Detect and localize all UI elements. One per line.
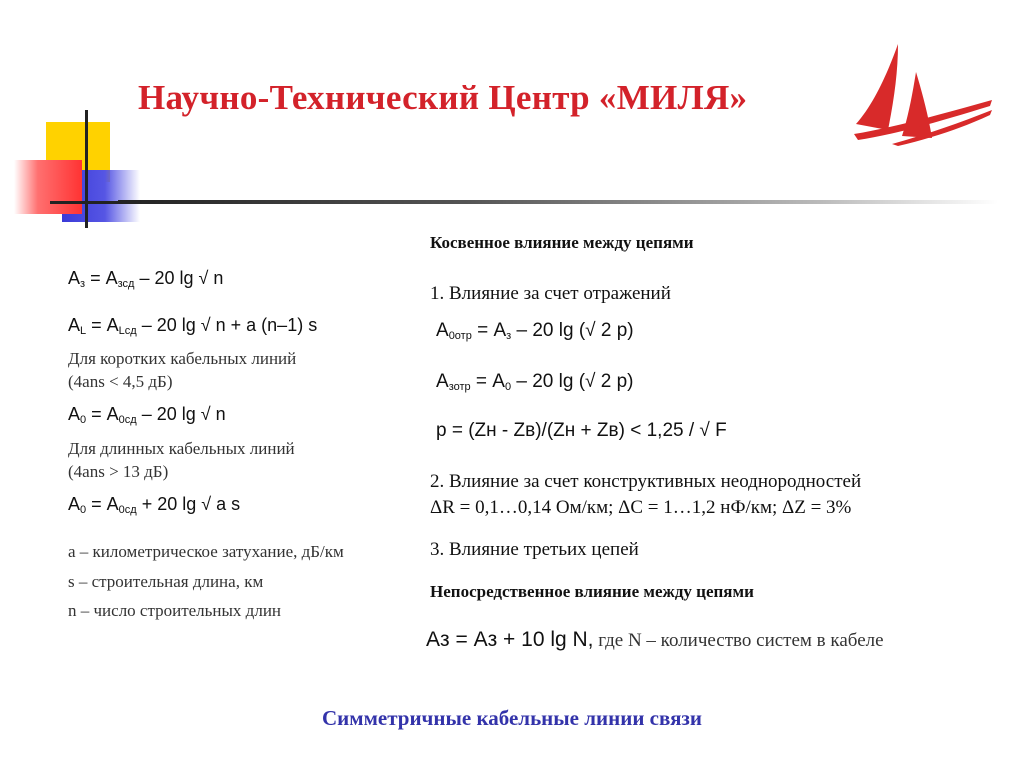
formula-azotr: $А_{зотр} = А_0 - 20$ lg (√ 2 p) bbox=[436, 371, 634, 393]
page-title: Научно-Технический Центр «МИЛЯ» bbox=[138, 78, 748, 117]
long-lines-label: Для длинных кабельных линий bbox=[68, 439, 295, 458]
definition-s: s – строительная длина, км bbox=[68, 572, 264, 591]
heading-direct-influence: Непосредственное влияние между цепями bbox=[430, 582, 754, 601]
item-third-circuits: 3. Влияние третьих цепей bbox=[430, 539, 639, 560]
red-square bbox=[14, 160, 82, 214]
logo-icon bbox=[852, 42, 997, 146]
definition-n: n – число строительных длин bbox=[68, 601, 282, 620]
definition-a: a – километрическое затухание, дБ/км bbox=[68, 542, 344, 561]
formula-a0-long: $А_0 = А_{0сд} + 20$ lg √ a s bbox=[68, 494, 241, 516]
item-inhomogeneities-values: ΔR = 0,1…0,14 Ом/км; ΔC = 1…1,2 нФ/км; ΔZ = 3% bbox=[430, 497, 852, 518]
heading-indirect-influence: Косвенное влияние между цепями bbox=[430, 233, 694, 252]
short-lines-condition: (4ans < 4,5 дБ) bbox=[68, 372, 173, 391]
item-inhomogeneities: 2. Влияние за счет конструктивных неоднородностей bbox=[430, 471, 862, 492]
formula-direct-note: где N – количество систем в кабеле bbox=[593, 630, 884, 651]
formula-a0-short: $А_0 = А_{0сд} - 20$ lg √ n bbox=[68, 404, 226, 426]
slide-footer: Симметричные кабельные линии связи bbox=[322, 706, 702, 730]
decor-squares bbox=[0, 100, 160, 240]
formula-direct-expression: Аз = Аз + 10 lg N, bbox=[426, 628, 594, 651]
formula-a0otr: $А_{0отр} = А_з - 20$ lg (√ 2 p) bbox=[436, 320, 634, 342]
formula-az: $А_з = А_{зсд} - 20$ lg √ n bbox=[68, 268, 224, 290]
formula-al: $А_L = А_{Lсд} - 20$ lg √ n + a (n–1) s bbox=[68, 315, 318, 337]
item-reflections: 1. Влияние за счет отражений bbox=[430, 283, 671, 304]
formula-direct bbox=[426, 628, 884, 652]
formula-p: p = (Zн - Zв)/(Zн + Zв) < 1,25 / √ F bbox=[436, 420, 727, 441]
vertical-rule bbox=[85, 110, 88, 228]
header-rule bbox=[118, 200, 998, 204]
long-lines-condition: (4ans > 13 дБ) bbox=[68, 462, 169, 481]
short-horizontal-rule bbox=[50, 201, 120, 204]
short-lines-label: Для коротких кабельных линий bbox=[68, 349, 297, 368]
